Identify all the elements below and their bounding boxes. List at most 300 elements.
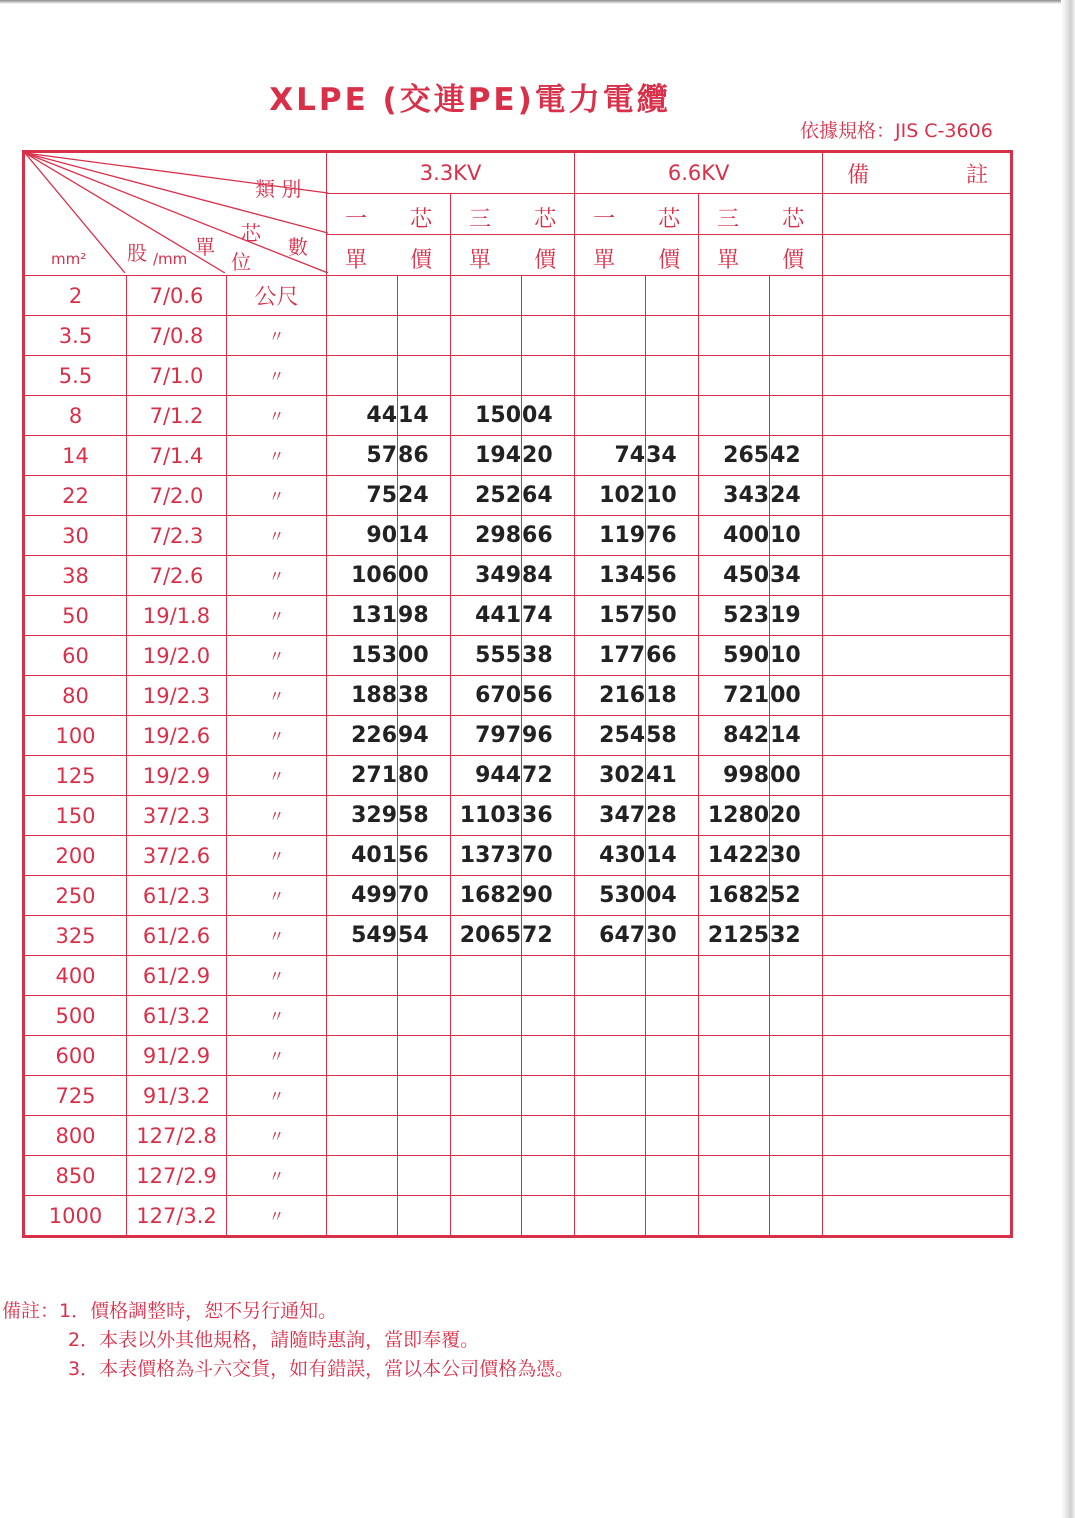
price-66kv-1core-int: 302 <box>575 756 646 796</box>
header-core-char2: 數 <box>288 235 308 259</box>
table-row <box>24 636 1012 676</box>
header-33-single-price: 單 價 <box>327 235 451 276</box>
price-33kv-3core-dec <box>522 276 575 316</box>
price-33kv-1core-dec <box>398 316 451 356</box>
price-33kv-1core-int <box>327 1116 398 1156</box>
table-row <box>24 1156 1012 1196</box>
header-3-3kv: 3.3KV <box>327 152 575 194</box>
price-66kv-1core-dec <box>646 276 699 316</box>
price-33kv-1core-dec <box>398 276 451 316</box>
unit-cell: 〃 <box>227 996 327 1036</box>
strand-cell: 127/3.2 <box>127 1196 227 1237</box>
size-mm2-cell: 125 <box>24 756 127 796</box>
price-33kv-3core-dec: 36 <box>522 796 575 836</box>
price-33kv-1core-int: 106 <box>327 556 398 596</box>
price-33kv-1core-dec <box>398 956 451 996</box>
price-33kv-1core-int: 329 <box>327 796 398 836</box>
price-33kv-3core-int <box>451 316 522 356</box>
price-66kv-1core-dec: 66 <box>646 636 699 676</box>
price-33kv-3core-dec: 72 <box>522 756 575 796</box>
header-66-single-core: 一 芯 <box>575 194 699 235</box>
price-66kv-1core-dec <box>646 356 699 396</box>
price-66kv-3core-dec: 10 <box>770 516 823 556</box>
price-66kv-1core-int: 254 <box>575 716 646 756</box>
price-66kv-1core-dec <box>646 396 699 436</box>
table-row <box>24 796 1012 836</box>
price-66kv-1core-int: 74 <box>575 436 646 476</box>
price-66kv-3core-dec: 24 <box>770 476 823 516</box>
price-66kv-3core-int: 1422 <box>699 836 770 876</box>
price-33kv-3core-dec: 90 <box>522 876 575 916</box>
price-33kv-3core-int <box>451 1076 522 1116</box>
price-33kv-3core-dec: 20 <box>522 436 575 476</box>
price-66kv-1core-dec: 56 <box>646 556 699 596</box>
size-mm2-cell: 725 <box>24 1076 127 1116</box>
unit-cell: 〃 <box>227 1076 327 1116</box>
table-row <box>24 316 1012 356</box>
table-row <box>24 676 1012 716</box>
price-66kv-1core-dec: 41 <box>646 756 699 796</box>
price-33kv-1core-dec <box>398 1076 451 1116</box>
table-row <box>24 956 1012 996</box>
strand-cell: 7/2.0 <box>127 476 227 516</box>
price-33kv-1core-dec <box>398 1196 451 1237</box>
price-66kv-1core-int <box>575 1076 646 1116</box>
price-33kv-3core-int: 349 <box>451 556 522 596</box>
size-mm2-cell: 50 <box>24 596 127 636</box>
table-row <box>24 596 1012 636</box>
price-66kv-1core-int: 530 <box>575 876 646 916</box>
unit-cell: 〃 <box>227 1116 327 1156</box>
remarks-cell <box>823 636 1012 676</box>
price-66kv-3core-int: 721 <box>699 676 770 716</box>
price-66kv-3core-int: 2125 <box>699 916 770 956</box>
price-66kv-1core-int: 177 <box>575 636 646 676</box>
unit-cell: 〃 <box>227 1156 327 1196</box>
header-remarks-right: 註 <box>966 163 989 188</box>
price-33kv-3core-dec <box>522 1156 575 1196</box>
price-33kv-1core-dec <box>398 356 451 396</box>
price-66kv-1core-int: 216 <box>575 676 646 716</box>
remarks-cell <box>823 996 1012 1036</box>
price-33kv-3core-dec: 56 <box>522 676 575 716</box>
header-33-three-price: 單 價 <box>451 235 575 276</box>
page-title: XLPE (交連PE)電力電纜 <box>269 82 671 118</box>
price-66kv-3core-dec: 10 <box>770 636 823 676</box>
size-mm2-cell: 600 <box>24 1036 127 1076</box>
price-66kv-1core-int <box>575 1156 646 1196</box>
spec-reference: 依據規格：JIS C-3606 <box>800 120 993 142</box>
price-66kv-1core-int: 102 <box>575 476 646 516</box>
remarks-cell <box>823 956 1012 996</box>
strand-cell: 7/1.2 <box>127 396 227 436</box>
price-66kv-3core-dec: 52 <box>770 876 823 916</box>
price-33kv-1core-dec: 54 <box>398 916 451 956</box>
price-66kv-1core-int: 134 <box>575 556 646 596</box>
price-66kv-1core-dec <box>646 1036 699 1076</box>
price-66kv-3core-dec <box>770 276 823 316</box>
size-mm2-cell: 200 <box>24 836 127 876</box>
price-33kv-3core-dec: 72 <box>522 916 575 956</box>
header-unit-char2: 位 <box>231 250 251 274</box>
unit-cell: 〃 <box>227 356 327 396</box>
strand-cell: 61/3.2 <box>127 996 227 1036</box>
note-item-1: 1．價格調整時，恕不另行通知。 <box>59 1300 338 1322</box>
size-mm2-cell: 5.5 <box>24 356 127 396</box>
price-33kv-3core-int <box>451 1196 522 1237</box>
price-33kv-3core-dec: 38 <box>522 636 575 676</box>
header-remarks-blank <box>823 194 1012 235</box>
price-66kv-3core-int <box>699 316 770 356</box>
price-33kv-3core-dec: 74 <box>522 596 575 636</box>
price-66kv-1core-int: 647 <box>575 916 646 956</box>
price-66kv-1core-dec <box>646 316 699 356</box>
size-mm2-cell: 150 <box>24 796 127 836</box>
price-66kv-3core-dec: 00 <box>770 756 823 796</box>
header-remarks-blank <box>823 235 1012 276</box>
price-33kv-1core-dec: 38 <box>398 676 451 716</box>
price-33kv-1core-int: 57 <box>327 436 398 476</box>
header-remarks <box>823 152 1012 194</box>
header-33-three-core: 三 芯 <box>451 194 575 235</box>
price-33kv-1core-int: 499 <box>327 876 398 916</box>
price-33kv-1core-dec <box>398 1156 451 1196</box>
price-66kv-3core-dec <box>770 1036 823 1076</box>
table-row <box>24 556 1012 596</box>
price-33kv-1core-dec: 00 <box>398 636 451 676</box>
remarks-cell <box>823 356 1012 396</box>
unit-cell: 〃 <box>227 396 327 436</box>
price-33kv-1core-dec: 14 <box>398 396 451 436</box>
price-66kv-3core-int: 1682 <box>699 876 770 916</box>
price-66kv-1core-int: 430 <box>575 836 646 876</box>
strand-cell: 19/2.3 <box>127 676 227 716</box>
price-33kv-3core-dec: 84 <box>522 556 575 596</box>
price-33kv-1core-int <box>327 956 398 996</box>
diagonal-header-cell <box>24 152 327 276</box>
price-66kv-1core-int <box>575 316 646 356</box>
size-mm2-cell: 38 <box>24 556 127 596</box>
price-66kv-3core-int <box>699 1116 770 1156</box>
unit-cell: 〃 <box>227 956 327 996</box>
price-66kv-3core-dec <box>770 1076 823 1116</box>
table-row <box>24 356 1012 396</box>
header-row-voltage <box>24 152 1012 194</box>
price-66kv-1core-dec <box>646 1116 699 1156</box>
price-66kv-3core-dec: 30 <box>770 836 823 876</box>
remarks-cell <box>823 276 1012 316</box>
price-33kv-3core-dec <box>522 356 575 396</box>
header-66-three-price: 單 價 <box>699 235 823 276</box>
header-core-char1: 芯 <box>241 221 261 245</box>
price-66kv-3core-dec <box>770 1116 823 1156</box>
unit-cell: 〃 <box>227 1196 327 1237</box>
price-66kv-3core-int: 523 <box>699 596 770 636</box>
unit-cell: 〃 <box>227 796 327 836</box>
strand-cell: 7/1.0 <box>127 356 227 396</box>
price-33kv-1core-dec: 00 <box>398 556 451 596</box>
remarks-cell <box>823 516 1012 556</box>
price-66kv-3core-int <box>699 956 770 996</box>
unit-cell: 〃 <box>227 436 327 476</box>
table-row <box>24 1196 1012 1237</box>
table-row <box>24 836 1012 876</box>
price-66kv-1core-dec: 18 <box>646 676 699 716</box>
unit-cell: 公尺 <box>227 276 327 316</box>
price-33kv-1core-int: 75 <box>327 476 398 516</box>
table-row <box>24 276 1012 316</box>
unit-cell: 〃 <box>227 516 327 556</box>
price-33kv-3core-dec <box>522 1076 575 1116</box>
price-33kv-1core-int <box>327 996 398 1036</box>
price-33kv-3core-int: 1373 <box>451 836 522 876</box>
strand-cell: 37/2.6 <box>127 836 227 876</box>
price-66kv-1core-dec <box>646 1196 699 1237</box>
price-66kv-1core-int: 347 <box>575 796 646 836</box>
remarks-cell <box>823 716 1012 756</box>
price-66kv-1core-int <box>575 956 646 996</box>
price-66kv-3core-int <box>699 356 770 396</box>
notes-label: 備註： <box>2 1300 60 1322</box>
price-33kv-3core-int: 1103 <box>451 796 522 836</box>
price-66kv-3core-dec <box>770 1196 823 1237</box>
price-66kv-3core-dec: 34 <box>770 556 823 596</box>
size-mm2-cell: 1000 <box>24 1196 127 1237</box>
price-66kv-3core-int <box>699 396 770 436</box>
remarks-cell <box>823 836 1012 876</box>
size-mm2-cell: 800 <box>24 1116 127 1156</box>
size-mm2-cell: 400 <box>24 956 127 996</box>
price-33kv-1core-int: 188 <box>327 676 398 716</box>
price-33kv-1core-dec: 14 <box>398 516 451 556</box>
price-33kv-3core-int: 944 <box>451 756 522 796</box>
strand-cell: 7/2.6 <box>127 556 227 596</box>
size-mm2-cell: 8 <box>24 396 127 436</box>
price-66kv-1core-dec: 30 <box>646 916 699 956</box>
remarks-cell <box>823 876 1012 916</box>
remarks-cell <box>823 436 1012 476</box>
price-66kv-1core-int <box>575 996 646 1036</box>
price-33kv-3core-int: 2065 <box>451 916 522 956</box>
price-33kv-3core-dec <box>522 956 575 996</box>
strand-cell: 7/0.8 <box>127 316 227 356</box>
price-33kv-1core-int: 153 <box>327 636 398 676</box>
price-33kv-3core-int: 670 <box>451 676 522 716</box>
price-33kv-1core-dec <box>398 996 451 1036</box>
remarks-cell <box>823 396 1012 436</box>
price-33kv-3core-int: 797 <box>451 716 522 756</box>
table-row <box>24 476 1012 516</box>
strand-cell: 7/1.4 <box>127 436 227 476</box>
price-33kv-1core-int: 401 <box>327 836 398 876</box>
price-66kv-3core-int: 998 <box>699 756 770 796</box>
table-row <box>24 756 1012 796</box>
unit-cell: 〃 <box>227 676 327 716</box>
price-33kv-3core-dec <box>522 996 575 1036</box>
price-66kv-3core-dec <box>770 316 823 356</box>
remarks-cell <box>823 756 1012 796</box>
size-mm2-cell: 60 <box>24 636 127 676</box>
price-33kv-1core-dec: 86 <box>398 436 451 476</box>
price-66kv-1core-dec: 50 <box>646 596 699 636</box>
header-unit-char1: 單 <box>195 235 215 259</box>
price-66kv-1core-dec <box>646 1076 699 1116</box>
price-33kv-3core-dec: 04 <box>522 396 575 436</box>
remarks-cell <box>823 476 1012 516</box>
table-row <box>24 436 1012 476</box>
table-row <box>24 1116 1012 1156</box>
notes-block <box>2 1297 574 1384</box>
price-66kv-3core-dec <box>770 356 823 396</box>
price-33kv-3core-int: 252 <box>451 476 522 516</box>
price-33kv-1core-int: 131 <box>327 596 398 636</box>
price-33kv-3core-int: 150 <box>451 396 522 436</box>
header-6-6kv: 6.6KV <box>575 152 823 194</box>
price-33kv-3core-dec <box>522 1036 575 1076</box>
price-66kv-3core-int: 842 <box>699 716 770 756</box>
price-66kv-1core-dec: 14 <box>646 836 699 876</box>
price-66kv-1core-int <box>575 356 646 396</box>
remarks-cell <box>823 916 1012 956</box>
size-mm2-cell: 22 <box>24 476 127 516</box>
unit-cell: 〃 <box>227 716 327 756</box>
strand-cell: 7/0.6 <box>127 276 227 316</box>
strand-cell: 127/2.8 <box>127 1116 227 1156</box>
price-33kv-1core-dec: 24 <box>398 476 451 516</box>
price-33kv-1core-dec <box>398 1116 451 1156</box>
price-66kv-3core-dec: 00 <box>770 676 823 716</box>
price-33kv-1core-dec: 80 <box>398 756 451 796</box>
price-33kv-3core-int <box>451 996 522 1036</box>
price-table <box>22 150 1013 1238</box>
strand-cell: 7/2.3 <box>127 516 227 556</box>
unit-cell: 〃 <box>227 316 327 356</box>
price-66kv-1core-int: 119 <box>575 516 646 556</box>
table-row <box>24 516 1012 556</box>
price-33kv-1core-int: 90 <box>327 516 398 556</box>
header-mm2: mm² <box>51 250 87 268</box>
price-66kv-3core-dec: 42 <box>770 436 823 476</box>
header-strand-unit: /mm <box>153 250 188 268</box>
price-33kv-1core-int <box>327 1156 398 1196</box>
price-66kv-3core-int: 590 <box>699 636 770 676</box>
price-66kv-3core-dec: 32 <box>770 916 823 956</box>
size-mm2-cell: 2 <box>24 276 127 316</box>
strand-cell: 37/2.3 <box>127 796 227 836</box>
price-33kv-1core-int <box>327 1036 398 1076</box>
size-mm2-cell: 100 <box>24 716 127 756</box>
remarks-cell <box>823 1196 1012 1237</box>
size-mm2-cell: 30 <box>24 516 127 556</box>
price-66kv-1core-dec: 10 <box>646 476 699 516</box>
price-33kv-1core-int: 44 <box>327 396 398 436</box>
price-66kv-3core-int <box>699 996 770 1036</box>
price-66kv-3core-dec <box>770 996 823 1036</box>
unit-cell: 〃 <box>227 836 327 876</box>
scan-top-edge <box>0 0 1075 4</box>
price-33kv-3core-int: 555 <box>451 636 522 676</box>
table-row <box>24 396 1012 436</box>
price-66kv-1core-dec: 34 <box>646 436 699 476</box>
price-66kv-1core-int <box>575 1196 646 1237</box>
unit-cell: 〃 <box>227 876 327 916</box>
price-66kv-3core-dec: 14 <box>770 716 823 756</box>
price-66kv-3core-dec <box>770 1156 823 1196</box>
scan-right-edge <box>1061 0 1075 1518</box>
strand-cell: 127/2.9 <box>127 1156 227 1196</box>
price-66kv-1core-dec <box>646 1156 699 1196</box>
price-66kv-3core-dec: 19 <box>770 596 823 636</box>
price-66kv-3core-int: 343 <box>699 476 770 516</box>
price-33kv-3core-dec <box>522 1116 575 1156</box>
price-33kv-1core-int: 271 <box>327 756 398 796</box>
size-mm2-cell: 850 <box>24 1156 127 1196</box>
price-33kv-1core-dec: 98 <box>398 596 451 636</box>
unit-cell: 〃 <box>227 916 327 956</box>
unit-cell: 〃 <box>227 756 327 796</box>
price-66kv-1core-dec: 04 <box>646 876 699 916</box>
strand-cell: 91/2.9 <box>127 1036 227 1076</box>
remarks-cell <box>823 1156 1012 1196</box>
size-mm2-cell: 325 <box>24 916 127 956</box>
header-66-single-price: 單 價 <box>575 235 699 276</box>
table-row <box>24 996 1012 1036</box>
price-33kv-1core-dec: 94 <box>398 716 451 756</box>
table-row <box>24 716 1012 756</box>
note-item-3: 3．本表價格為斗六交貨，如有錯誤，當以本公司價格為憑。 <box>68 1358 575 1380</box>
note-line-2 <box>2 1326 574 1355</box>
price-33kv-3core-int: 441 <box>451 596 522 636</box>
price-66kv-3core-int: 450 <box>699 556 770 596</box>
price-66kv-3core-int <box>699 1196 770 1237</box>
remarks-cell <box>823 556 1012 596</box>
note-line-1 <box>2 1297 574 1326</box>
price-66kv-1core-int: 157 <box>575 596 646 636</box>
price-33kv-1core-int: 549 <box>327 916 398 956</box>
price-33kv-1core-int <box>327 276 398 316</box>
unit-cell: 〃 <box>227 636 327 676</box>
price-33kv-3core-int: 194 <box>451 436 522 476</box>
table-row <box>24 876 1012 916</box>
price-66kv-1core-dec <box>646 996 699 1036</box>
price-66kv-3core-int <box>699 1036 770 1076</box>
remarks-cell <box>823 1116 1012 1156</box>
strand-cell: 91/3.2 <box>127 1076 227 1116</box>
price-33kv-1core-dec: 58 <box>398 796 451 836</box>
remarks-cell <box>823 1036 1012 1076</box>
price-66kv-3core-int: 265 <box>699 436 770 476</box>
unit-cell: 〃 <box>227 556 327 596</box>
price-33kv-3core-int <box>451 1036 522 1076</box>
price-66kv-3core-int <box>699 1156 770 1196</box>
price-33kv-1core-int <box>327 1076 398 1116</box>
price-33kv-1core-int <box>327 1196 398 1237</box>
price-33kv-3core-int <box>451 1116 522 1156</box>
price-33kv-3core-dec: 64 <box>522 476 575 516</box>
remarks-cell <box>823 796 1012 836</box>
price-66kv-3core-int <box>699 276 770 316</box>
price-33kv-3core-dec: 66 <box>522 516 575 556</box>
strand-cell: 19/2.6 <box>127 716 227 756</box>
note-item-2: 2．本表以外其他規格，請隨時惠詢，當即奉覆。 <box>68 1329 480 1351</box>
size-mm2-cell: 3.5 <box>24 316 127 356</box>
strand-cell: 61/2.6 <box>127 916 227 956</box>
price-66kv-3core-int: 400 <box>699 516 770 556</box>
price-33kv-1core-int <box>327 316 398 356</box>
price-33kv-3core-int <box>451 956 522 996</box>
size-mm2-cell: 250 <box>24 876 127 916</box>
price-66kv-3core-dec <box>770 396 823 436</box>
